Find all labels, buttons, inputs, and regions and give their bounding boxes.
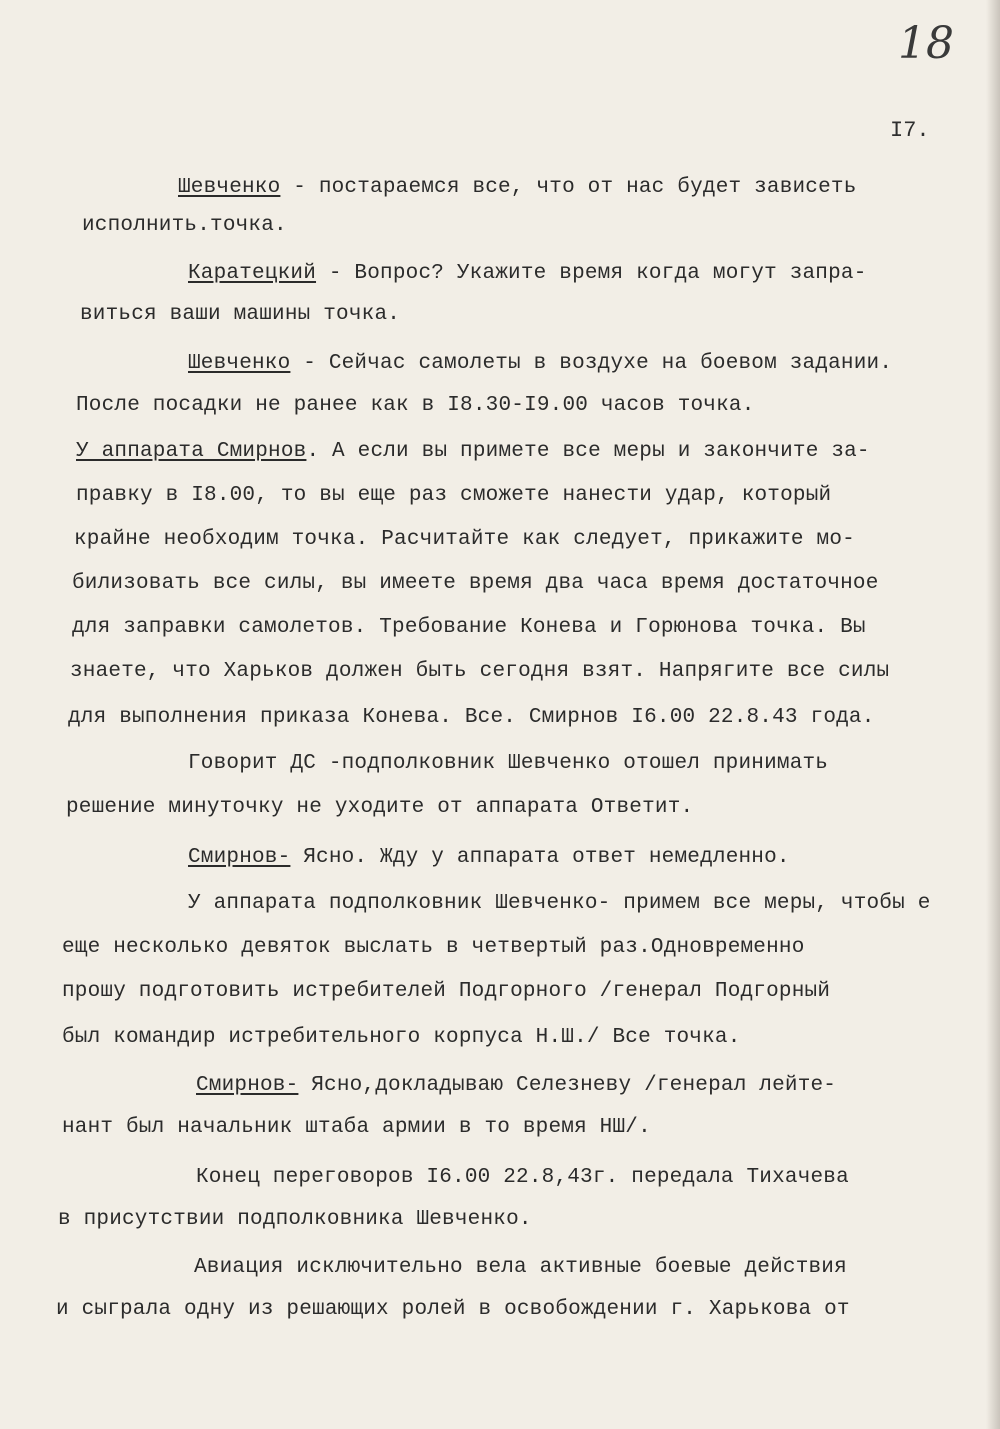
handwritten-folio-number: 18 <box>898 18 954 69</box>
line-text: У аппарата подполковник Шевченко- примем все меры, чтобы е <box>188 892 931 915</box>
text-line-10 <box>72 572 879 595</box>
speaker-name: Шевченко <box>188 352 291 375</box>
text-line-8 <box>76 484 831 507</box>
line-text: Ясно. Жду у аппарата ответ немедленно. <box>290 846 790 869</box>
text-line-13 <box>68 706 875 729</box>
line-text: еще несколько девяток выслать в четвертый раз.Одновременно <box>62 936 805 959</box>
text-line-25 <box>194 1256 847 1279</box>
text-line-1 <box>178 176 857 199</box>
text-line-22 <box>62 1116 651 1139</box>
line-text: в присутствии подполковника Шевченко. <box>58 1208 532 1231</box>
line-text: Говорит ДС -подполковник Шевченко отошел принимать <box>188 752 829 775</box>
line-text: крайне необходим точка. Расчитайте как следует, прикажите мо- <box>74 528 855 551</box>
speaker-name: У аппарата Смирнов <box>76 440 307 463</box>
text-line-21 <box>196 1074 836 1097</box>
page-number: I7. <box>890 118 930 143</box>
text-line-9 <box>74 528 855 551</box>
line-text: был командир истребительного корпуса Н.Ш./ Все точка. <box>62 1026 741 1049</box>
text-line-2 <box>82 214 287 237</box>
line-text: и сыграла одну из решающих ролей в освобождении г. Харькова от <box>56 1298 850 1321</box>
text-line-23 <box>196 1166 849 1189</box>
text-line-11 <box>72 616 866 639</box>
text-line-26 <box>56 1298 850 1321</box>
text-line-16 <box>188 846 790 869</box>
text-line-15 <box>66 796 693 819</box>
line-text: исполнить.точка. <box>82 214 287 237</box>
line-text: правку в I8.00, то вы еще раз сможете нанести удар, который <box>76 484 832 507</box>
line-text: После посадки не ранее как в I8.30-I9.00 часов точка. <box>76 394 755 417</box>
text-line-17 <box>188 892 931 915</box>
line-text: нант был начальник штаба армии в то время НШ/. <box>62 1116 651 1139</box>
speaker-name: Смирнов- <box>188 846 291 869</box>
line-text: . А если вы примете все меры и закончите за- <box>306 440 870 463</box>
text-line-4 <box>80 303 400 326</box>
line-text: для выполнения приказа Конева. Все. Смирнов I6.00 22.8.43 года. <box>68 706 875 729</box>
line-text: прошу подготовить истребителей Подгорного /генерал Подгорный <box>62 980 831 1003</box>
text-line-3 <box>188 262 867 285</box>
line-text: - Сейчас самолеты в воздухе на боевом задании. <box>290 352 893 375</box>
text-line-14 <box>188 752 828 775</box>
line-text: знаете, что Харьков должен быть сегодня взят. Напрягите все силы <box>70 660 890 683</box>
line-text: - постараемся все, что от нас будет зависеть <box>280 176 857 199</box>
text-line-24 <box>58 1208 532 1231</box>
text-line-12 <box>70 660 889 683</box>
line-text: Авиация исключительно вела активные боевые действия <box>194 1256 847 1279</box>
speaker-name: Шевченко <box>178 176 281 199</box>
text-line-19 <box>62 980 830 1003</box>
speaker-name: Смирнов- <box>196 1074 299 1097</box>
speaker-name: Каратецкий <box>188 262 317 285</box>
text-line-18 <box>62 936 805 959</box>
line-text: билизовать все силы, вы имеете время два часа время достаточное <box>72 572 879 595</box>
line-text: Ясно,докладываю Селезневу /генерал лейте- <box>298 1074 837 1097</box>
text-line-6 <box>76 394 755 417</box>
text-line-7 <box>76 440 870 463</box>
line-text: - Вопрос? Укажите время когда могут запра- <box>316 262 867 285</box>
line-text: виться ваши машины точка. <box>80 303 401 326</box>
text-line-5 <box>188 352 892 375</box>
line-text: решение минуточку не уходите от аппарата Ответит. <box>66 796 694 819</box>
line-text: Конец переговоров I6.00 22.8,43г. передала Тихачева <box>196 1166 849 1189</box>
line-text: для заправки самолетов. Требование Конева и Горюнова точка. Вы <box>72 616 866 639</box>
text-line-20 <box>62 1026 741 1049</box>
